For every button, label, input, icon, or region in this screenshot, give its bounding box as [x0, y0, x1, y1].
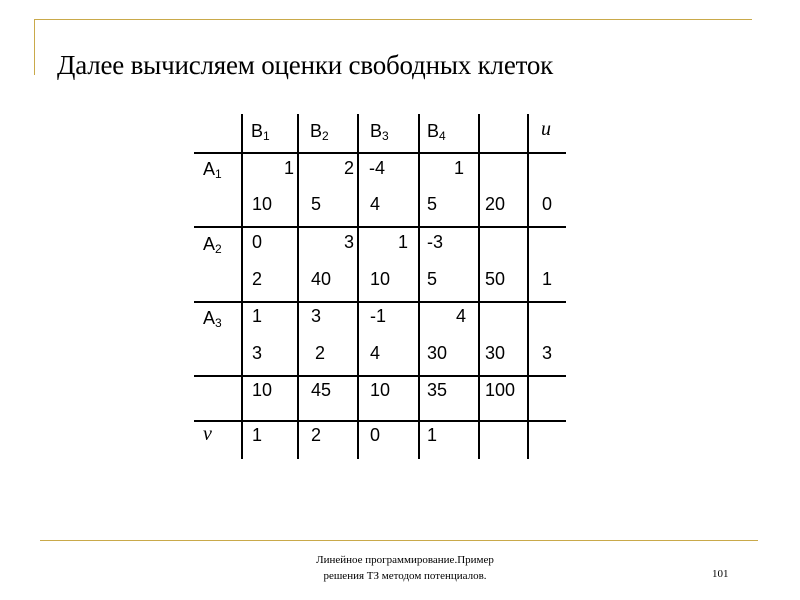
table-vline: [478, 114, 480, 459]
header-u: u: [541, 118, 551, 140]
table-vline: [241, 114, 243, 459]
estimate-cell: 3: [311, 306, 322, 326]
estimate-cell: 3: [343, 232, 354, 252]
header-b4: $B_4$: [427, 121, 446, 143]
demand-cell: 45: [311, 380, 332, 400]
header-b1: $B_1$: [251, 121, 270, 143]
value-cell: 5: [427, 194, 438, 214]
header-b3: $B_3$: [370, 121, 389, 143]
value-cell: 5: [311, 194, 322, 214]
table-hline: [194, 420, 566, 422]
slide-footer: [240, 552, 570, 584]
demand-cell: 35: [427, 380, 448, 400]
row-label-v: v: [203, 423, 212, 445]
u-cell: 1: [542, 269, 553, 289]
estimate-cell: 0: [252, 232, 263, 252]
row-label-a2: $A_2$: [203, 234, 222, 256]
value-cell: 5: [427, 269, 438, 289]
demand-cell: 10: [370, 380, 391, 400]
estimate-cell: -3: [427, 232, 444, 252]
decorative-top-line: [34, 19, 752, 20]
u-cell: 0: [542, 194, 553, 214]
table-hline: [194, 375, 566, 377]
supply-cell: 30: [485, 343, 506, 363]
u-cell: 3: [542, 343, 553, 363]
value-cell: 3: [252, 343, 263, 363]
estimate-cell: 1: [252, 306, 263, 326]
table-hline: [194, 226, 566, 228]
estimate-cell: 1: [283, 158, 294, 178]
total-cell: 100: [485, 380, 516, 400]
table-vline: [527, 114, 529, 459]
page-number: 101: [712, 568, 729, 580]
table-vline: [418, 114, 420, 459]
estimate-cell: -1: [370, 306, 387, 326]
supply-cell: 50: [485, 269, 506, 289]
footer-line: решения ТЗ методом потенциалов.: [323, 570, 487, 582]
row-label-a3: $A_3$: [203, 308, 222, 330]
estimate-cell: 1: [397, 232, 408, 252]
value-cell: 10: [370, 269, 391, 289]
v-cell: 0: [370, 425, 381, 445]
estimate-cell: 4: [455, 306, 466, 326]
value-cell: 2: [252, 269, 263, 289]
v-cell: 2: [311, 425, 322, 445]
table-hline: [194, 301, 566, 303]
demand-cell: 10: [252, 380, 273, 400]
footer-line: Линейное программирование.Пример: [316, 554, 494, 566]
supply-cell: 20: [485, 194, 506, 214]
estimate-cell: 2: [343, 158, 354, 178]
v-cell: 1: [252, 425, 263, 445]
value-cell: 4: [370, 194, 381, 214]
table-hline: [194, 152, 566, 154]
table-vline: [297, 114, 299, 459]
value-cell: 40: [311, 269, 332, 289]
row-label-a1: $A_1$: [203, 159, 222, 181]
footer-divider: [40, 540, 758, 541]
table-vline: [357, 114, 359, 459]
decorative-vertical-line: [34, 19, 35, 75]
slide-title: Далее вычисляем оценки свободных клеток: [57, 50, 554, 80]
value-cell: 30: [427, 343, 448, 363]
value-cell: 2: [315, 343, 326, 363]
value-cell: 10: [252, 194, 273, 214]
estimate-cell: -4: [369, 158, 386, 178]
value-cell: 4: [370, 343, 381, 363]
estimate-cell: 1: [453, 158, 464, 178]
v-cell: 1: [427, 425, 438, 445]
header-b2: $B_2$: [310, 121, 329, 143]
